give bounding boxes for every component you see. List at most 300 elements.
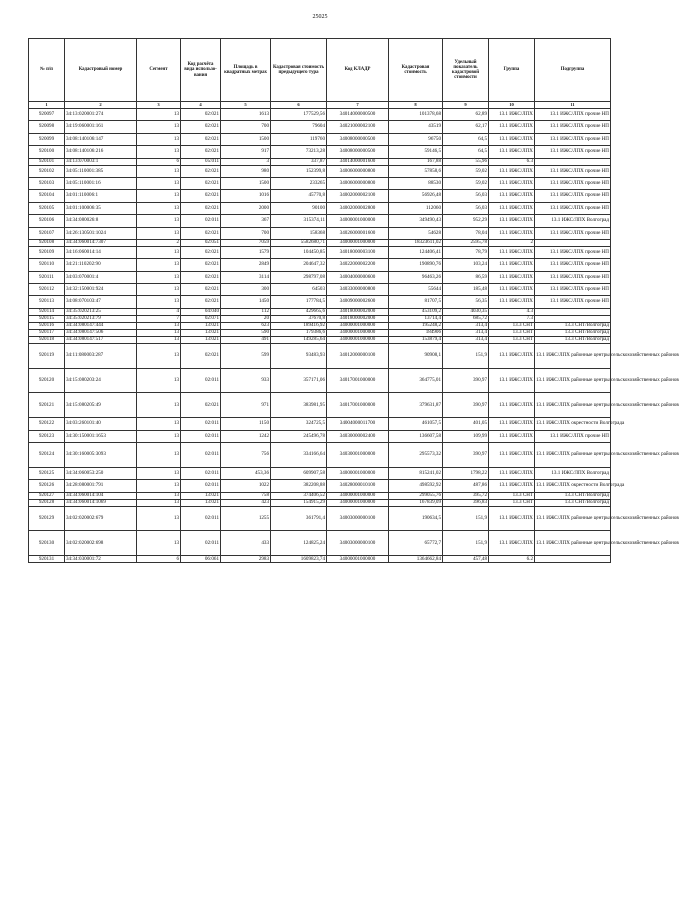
table-cell: 13:021 <box>181 336 221 343</box>
table-cell: 920108 <box>29 239 65 246</box>
table-cell: 02:021 <box>181 246 221 258</box>
table-cell: 02:021 <box>181 343 221 368</box>
table-row <box>29 336 611 343</box>
table-cell: 920117 <box>29 329 65 336</box>
table-cell: 34:32:150001:924 <box>65 284 137 296</box>
table-cell: 190890,76 <box>389 259 443 271</box>
table-cell: 1609823,74 <box>271 556 327 563</box>
table-cell: 13.1 ИЖС/ЛПХ <box>489 430 535 442</box>
table-cell: 1500 <box>221 177 271 189</box>
table-cell: 13.1 ИЖС/ЛПХ прочие НП <box>535 202 611 214</box>
table-cell: 13 <box>137 499 181 506</box>
table-cell: 4030,35 <box>443 308 489 315</box>
table-cell: 34:01:100006:35 <box>65 202 137 214</box>
table-cell: 93483,93 <box>271 343 327 368</box>
table-cell <box>535 556 611 563</box>
table-cell: 423 <box>221 499 271 506</box>
table-cell: 78,04 <box>443 227 489 239</box>
table-cell: 2983 <box>221 556 271 563</box>
table-cell: 34:16:060014:14 <box>65 246 137 258</box>
table-cell: 920122 <box>29 418 65 430</box>
table-row <box>29 239 611 246</box>
table-row <box>29 227 611 239</box>
table-cell: 02:011 <box>181 506 221 531</box>
table-cell: 34:03:260101:40 <box>65 418 137 430</box>
table-cell: 167839,09 <box>389 499 443 506</box>
column-number: 4 <box>181 102 221 109</box>
table-cell: 13 <box>137 430 181 442</box>
table-cell: 158368 <box>271 227 327 239</box>
table-cell: 390,97 <box>443 443 489 468</box>
table-cell: 02:021 <box>181 393 221 418</box>
table-cell: 13.1 ИЖС/ЛПХ районные центры сельскохозяйственных районов <box>535 531 611 556</box>
table-cell: 6 <box>137 158 181 165</box>
table-cell: 920114 <box>29 308 65 315</box>
column-number: 11 <box>535 102 611 109</box>
table-cell: 152399,8 <box>271 165 327 177</box>
table-row <box>29 393 611 418</box>
table-cell: 498592,92 <box>389 480 443 492</box>
table-cell: 02:021 <box>181 259 221 271</box>
table-cell: 184906 <box>389 329 443 336</box>
table-row <box>29 190 611 202</box>
table-cell: 65772,7 <box>389 531 443 556</box>
table-cell: 13 <box>137 190 181 202</box>
table-cell: 02:021 <box>181 202 221 214</box>
table-cell: 920104 <box>29 190 65 202</box>
header-cell: Удельный показатель кадастровой стоимости <box>443 39 489 102</box>
table-cell: 13.1 ИЖС/ЛПХ районные центры сельскохозяйственных районов <box>535 343 611 368</box>
table-cell: 34000001000000 <box>327 492 389 499</box>
column-number: 3 <box>137 102 181 109</box>
table-cell: 64,5 <box>443 146 489 158</box>
column-number: 7 <box>327 102 389 109</box>
column-number: 8 <box>389 102 443 109</box>
table-cell: 59146,5 <box>389 146 443 158</box>
table-cell: 1364662,84 <box>389 556 443 563</box>
table-cell: 13.1 ИЖС/ЛПХ прочие НП <box>535 430 611 442</box>
table-cell: 13 <box>137 480 181 492</box>
table-cell: 13.1 ИЖС/ЛПХ районные центры сельскохозяйственных районов <box>535 393 611 418</box>
table-cell: 920112 <box>29 284 65 296</box>
table-cell: 78,79 <box>443 246 489 258</box>
table-cell: 13 <box>137 368 181 393</box>
table-cell: 396,83 <box>443 499 489 506</box>
table-cell: 101378,68 <box>389 109 443 121</box>
table-cell: 34033000000800 <box>327 284 389 296</box>
table-cell: 34003000000100 <box>327 506 389 531</box>
table-cell: 971 <box>221 393 271 418</box>
table-cell: 88530 <box>389 177 443 189</box>
table-cell: 34014000000500 <box>327 109 389 121</box>
table-cell: 34:19:060001:161 <box>65 121 137 133</box>
table-row <box>29 109 611 121</box>
table-cell: 334166,64 <box>271 443 327 468</box>
table-cell: 5582680,71 <box>271 239 327 246</box>
table-cell: 390,97 <box>443 393 489 418</box>
table-cell: 374406,52 <box>271 492 327 499</box>
table-cell: 13.1 ИЖС/ЛПХ прочие НП <box>535 271 611 283</box>
table-cell: 13.1 ИЖС/ЛПХ <box>489 296 535 308</box>
table-header-row <box>29 39 611 102</box>
table-cell: 02:051 <box>181 239 221 246</box>
table-row <box>29 296 611 308</box>
table-cell: 349490,43 <box>389 215 443 227</box>
table-cell: 34:34:060014:7307 <box>65 239 137 246</box>
table-cell: 13 <box>137 146 181 158</box>
table-cell: 920101 <box>29 158 65 165</box>
table-cell: 02:021 <box>181 177 221 189</box>
table-cell: 13.1 ИЖС/ЛПХ <box>489 467 535 479</box>
table-cell: 6.2 <box>489 556 535 563</box>
table-cell: 34021000002100 <box>327 121 389 133</box>
table-cell: 13.3 СНТ <box>489 336 535 343</box>
table-cell: 920097 <box>29 109 65 121</box>
table-cell: 920109 <box>29 246 65 258</box>
table-cell: 299055,76 <box>389 492 443 499</box>
table-cell: 136607,58 <box>389 430 443 442</box>
table-cell: 13.1 ИЖС/ЛПХ <box>489 165 535 177</box>
table-cell: 13.1 ИЖС/ЛПХ <box>489 393 535 418</box>
table-cell: 1798,22 <box>443 467 489 479</box>
table-cell: 700 <box>221 121 271 133</box>
table-cell: 13:021 <box>181 499 221 506</box>
table-cell: 3114 <box>221 271 271 283</box>
table-cell: 34017001000000 <box>327 393 389 418</box>
table-cell: 756 <box>221 443 271 468</box>
table-cell: 34:35:020213:79 <box>65 315 137 322</box>
table-cell: 34004000011700 <box>327 418 389 430</box>
table-cell: 02:021 <box>181 133 221 145</box>
table-cell: 112 <box>221 308 271 315</box>
table-cell: 204647,32 <box>271 259 327 271</box>
table-cell: 13 <box>137 165 181 177</box>
table-cell: 167,88 <box>389 158 443 165</box>
table-cell: 151,9 <box>443 343 489 368</box>
table-cell: 103,24 <box>443 259 489 271</box>
column-number: 5 <box>221 102 271 109</box>
column-number: 6 <box>271 102 327 109</box>
table-cell: 6.3 <box>489 158 535 165</box>
table-cell: 04:040 <box>181 308 221 315</box>
table-cell: 05:011 <box>181 158 221 165</box>
table-cell: 13.1 ИЖС/ЛПХ прочие НП <box>535 284 611 296</box>
table-cell: 34:03:070001:4 <box>65 271 137 283</box>
table-cell: 34006000000800 <box>327 177 389 189</box>
table-cell: 34018000003100 <box>327 246 389 258</box>
table-cell: 34:34:060053:250 <box>65 467 137 479</box>
table-cell: 1255 <box>221 506 271 531</box>
table-cell: 2 <box>489 239 535 246</box>
table-cell: 298797,08 <box>271 271 327 283</box>
column-number: 10 <box>489 102 535 109</box>
table-cell: 119760 <box>271 133 327 145</box>
table-cell: 920113 <box>29 296 65 308</box>
table-cell: 79604 <box>271 121 327 133</box>
table-cell: 13.3 СНТ/Волгоград <box>535 322 611 329</box>
table-cell: 13.3 СНТ/Волгоград <box>535 492 611 499</box>
table-cell: 02:021 <box>181 121 221 133</box>
table-cell: 815241,02 <box>389 467 443 479</box>
table-cell: 13.1 ИЖС/ЛПХ <box>489 121 535 133</box>
table-cell: 920107 <box>29 227 65 239</box>
table-cell: 13 <box>137 215 181 227</box>
table-cell: 920103 <box>29 177 65 189</box>
table-cell: 124825,24 <box>271 531 327 556</box>
table-cell: 34009000002600 <box>327 296 389 308</box>
table-cell: 920102 <box>29 165 65 177</box>
table-cell: 34:34:080147:444 <box>65 322 137 329</box>
table-cell: 34002000002800 <box>327 202 389 214</box>
table-cell: 34:08:140106:147 <box>65 133 137 145</box>
column-number-row <box>29 102 611 109</box>
table-cell: 02:021 <box>181 271 221 283</box>
table-row <box>29 443 611 468</box>
table-cell: 13 <box>137 531 181 556</box>
table-cell: 13.3 СНТ <box>489 329 535 336</box>
table-cell: 34:34:080026:8 <box>65 215 137 227</box>
table-cell: 34:34:080147:517 <box>65 336 137 343</box>
table-cell: 177784,5 <box>271 296 327 308</box>
table-cell: 361791,4 <box>271 506 327 531</box>
table-cell: 112060 <box>389 202 443 214</box>
table-cell: 179386,6 <box>271 329 327 336</box>
header-cell: Группа <box>489 39 535 102</box>
table-cell: 920098 <box>29 121 65 133</box>
table-cell: 34014000001600 <box>327 158 389 165</box>
table-cell: 13.1 ИЖС/ЛПХ прочие НП <box>535 146 611 158</box>
table-cell: 02:021 <box>181 190 221 202</box>
table-cell: 34026000001600 <box>327 227 389 239</box>
table-cell: 13.3 СНТ/Волгоград <box>535 329 611 336</box>
table-cell: 401,05 <box>443 418 489 430</box>
table-cell <box>535 308 611 315</box>
table-cell: 13 <box>137 202 181 214</box>
table-cell: 337,87 <box>271 158 327 165</box>
table-cell: 34:13:020001:274 <box>65 109 137 121</box>
table-cell: 2595,78 <box>443 239 489 246</box>
table-cell: 933 <box>221 368 271 393</box>
table-cell: 13 <box>137 343 181 368</box>
table-cell: 457,48 <box>443 556 489 563</box>
table-cell: 13 <box>137 322 181 329</box>
table-cell: 13 <box>137 177 181 189</box>
table-cell: 34000001000000 <box>327 322 389 329</box>
table-row <box>29 177 611 189</box>
table-cell: 13.3 СНТ/Волгоград <box>535 499 611 506</box>
table-cell: 190634,5 <box>389 506 443 531</box>
table-cell: 920115 <box>29 315 65 322</box>
table-cell: 02:071 <box>181 315 221 322</box>
table-cell: 153879,4 <box>389 336 443 343</box>
table-cell: 62,17 <box>443 121 489 133</box>
table-cell: 45770,8 <box>271 190 327 202</box>
table-cell: 13:021 <box>181 329 221 336</box>
table-cell: 18323611,02 <box>389 239 443 246</box>
column-number: 9 <box>443 102 489 109</box>
header-cell: Кадастровая стоимость <box>389 39 443 102</box>
table-cell: 700 <box>221 227 271 239</box>
table-row <box>29 467 611 479</box>
table-cell: 86,59 <box>443 271 489 283</box>
table-cell: 13 <box>137 393 181 418</box>
table-cell: 367 <box>221 215 271 227</box>
header-cell: Код расчёта вида использо-вания <box>181 39 221 102</box>
table-cell: 34028000010100 <box>327 480 389 492</box>
table-cell: 154915,29 <box>271 499 327 506</box>
table-cell: 34:15:080203:24 <box>65 368 137 393</box>
table-cell: 34:34:060014:104 <box>65 492 137 499</box>
table-cell: 13.1 ИЖС/ЛПХ прочие НП <box>535 190 611 202</box>
table-cell: 295573,32 <box>389 443 443 468</box>
table-cell: 233265 <box>271 177 327 189</box>
table-cell: 324725,5 <box>271 418 327 430</box>
table-cell: 34008000000500 <box>327 146 389 158</box>
table-cell: 34000001000000 <box>327 499 389 506</box>
table-cell: 185,48 <box>443 284 489 296</box>
table-cell: 34:13:070003:1 <box>65 158 137 165</box>
table-cell: 453109,2 <box>389 308 443 315</box>
table-cell: 13.1 ИЖС/ЛПХ районные центры сельскохозяйственных районов <box>535 368 611 393</box>
table-cell: 195248,2 <box>389 322 443 329</box>
table-cell: 590 <box>221 329 271 336</box>
table-cell: 90908,1 <box>389 343 443 368</box>
table-cell: 34000001000000 <box>327 556 389 563</box>
table-cell: 13.3 СНТ <box>489 492 535 499</box>
table-cell: 34018000002000 <box>327 308 389 315</box>
table-cell: 685,72 <box>443 315 489 322</box>
table-cell: 461057,5 <box>389 418 443 430</box>
table-cell: 1022 <box>221 480 271 492</box>
table-cell: 13.1 ИЖС/ЛПХ <box>489 506 535 531</box>
table-cell: 34000001000000 <box>327 239 389 246</box>
table-cell: 64,5 <box>443 133 489 145</box>
table-cell: 13.1 ИЖС/ЛПХ Волгоград <box>535 467 611 479</box>
table-cell: 151,9 <box>443 531 489 556</box>
table-cell: 2849 <box>221 259 271 271</box>
table-cell: 13.1 ИЖС/ЛПХ прочие НП <box>535 121 611 133</box>
table-cell: 13.1 ИЖС/ЛПХ <box>489 246 535 258</box>
table-cell: 96750 <box>389 133 443 145</box>
table-cell: 920123 <box>29 430 65 442</box>
table-cell: 13.1 ИЖС/ЛПХ <box>489 271 535 283</box>
table-cell: 13.1 ИЖС/ЛПХ <box>489 109 535 121</box>
table-cell: 149285,64 <box>271 336 327 343</box>
table-cell: 13 <box>137 259 181 271</box>
table-cell: 917 <box>221 146 271 158</box>
table-cell: 13.1 ИЖС/ЛПХ <box>489 190 535 202</box>
header-cell: Кадастровый номер <box>65 39 137 102</box>
table-cell: 34022000002200 <box>327 259 389 271</box>
table-cell: 96463,26 <box>389 271 443 283</box>
table-cell: 429665,6 <box>271 308 327 315</box>
table-cell: 4.3 <box>489 308 535 315</box>
table-cell: 56,03 <box>443 190 489 202</box>
table-cell: 13 <box>137 227 181 239</box>
table-cell: 609907,58 <box>271 467 327 479</box>
table-cell: 920100 <box>29 146 65 158</box>
table-cell: 02:021 <box>181 284 221 296</box>
table-cell: 34:34:080147:506 <box>65 329 137 336</box>
table-cell: 02:011 <box>181 443 221 468</box>
table-row <box>29 158 611 165</box>
table-cell: 13.3 СНТ/Волгоград <box>535 336 611 343</box>
table-cell: 920110 <box>29 259 65 271</box>
table-cell: 02:021 <box>181 296 221 308</box>
table-cell: 1500 <box>221 133 271 145</box>
table-cell: 6 <box>137 556 181 563</box>
table-cell: 13:021 <box>181 322 221 329</box>
table-cell: 1613 <box>221 109 271 121</box>
table-cell: 920129 <box>29 506 65 531</box>
table-cell: 34:02:020002:698 <box>65 531 137 556</box>
table-row <box>29 271 611 283</box>
table-cell: 56,03 <box>443 202 489 214</box>
table-cell: 920120 <box>29 368 65 393</box>
table-cell: 34:26:130501:1024 <box>65 227 137 239</box>
table-cell: 64503 <box>271 284 327 296</box>
table-cell: 13.1 ИЖС/ЛПХ окрестности Волгограда <box>535 480 611 492</box>
table-cell: 13714,4 <box>389 315 443 322</box>
table-cell: 13 <box>137 109 181 121</box>
table-row <box>29 343 611 368</box>
table-row <box>29 556 611 563</box>
table-cell: 34:15:080205:49 <box>65 393 137 418</box>
table-cell: 13.1 ИЖС/ЛПХ <box>489 368 535 393</box>
table-cell: 13.3 СНТ <box>489 322 535 329</box>
table-cell: 313,4 <box>443 322 489 329</box>
table-cell: 433 <box>221 531 271 556</box>
header-cell: № п/п <box>29 39 65 102</box>
table-cell: 13.1 ИЖС/ЛПХ прочие НП <box>535 259 611 271</box>
table-cell: 34:11:080003:287 <box>65 343 137 368</box>
table-cell: 13.1 ИЖС/ЛПХ <box>489 531 535 556</box>
table-cell: 34:05:110001:16 <box>65 177 137 189</box>
table-cell: 02:011 <box>181 368 221 393</box>
table-cell: 4 <box>137 308 181 315</box>
table-cell: 379631,87 <box>389 393 443 418</box>
table-cell: 920106 <box>29 215 65 227</box>
table-cell: 20 <box>221 315 271 322</box>
table-cell: 34:34:030001:72 <box>65 556 137 563</box>
table-cell: 2 <box>137 239 181 246</box>
table-row <box>29 165 611 177</box>
table-cell: 104450,85 <box>271 246 327 258</box>
table-cell: 952,29 <box>443 215 489 227</box>
table-cell: 34017001000000 <box>327 368 389 393</box>
table-cell: 56926,48 <box>389 190 443 202</box>
table-cell: 13.1 ИЖС/ЛПХ <box>489 133 535 145</box>
table-cell: 02:021 <box>181 165 221 177</box>
table-cell: 920111 <box>29 271 65 283</box>
table-cell: 920131 <box>29 556 65 563</box>
table-row <box>29 284 611 296</box>
header-cell: Сегмент <box>137 39 181 102</box>
table-cell: 34012000000100 <box>327 343 389 368</box>
table-cell: 1450 <box>221 296 271 308</box>
table-cell: 57858,6 <box>389 165 443 177</box>
table-cell: 13.1 ИЖС/ЛПХ <box>489 202 535 214</box>
table-cell <box>535 158 611 165</box>
table-row <box>29 146 611 158</box>
table-cell: 315374,11 <box>271 215 327 227</box>
table-cell: 02:011 <box>181 467 221 479</box>
table-cell: 13.1 ИЖС/ЛПХ <box>489 443 535 468</box>
header-cell: Код КЛАДР <box>327 39 389 102</box>
table-cell: 453,36 <box>221 467 271 479</box>
table-cell: 1242 <box>221 430 271 442</box>
table-cell: 13.1 ИЖС/ЛПХ районные центры сельскохозяйственных районов <box>535 506 611 531</box>
